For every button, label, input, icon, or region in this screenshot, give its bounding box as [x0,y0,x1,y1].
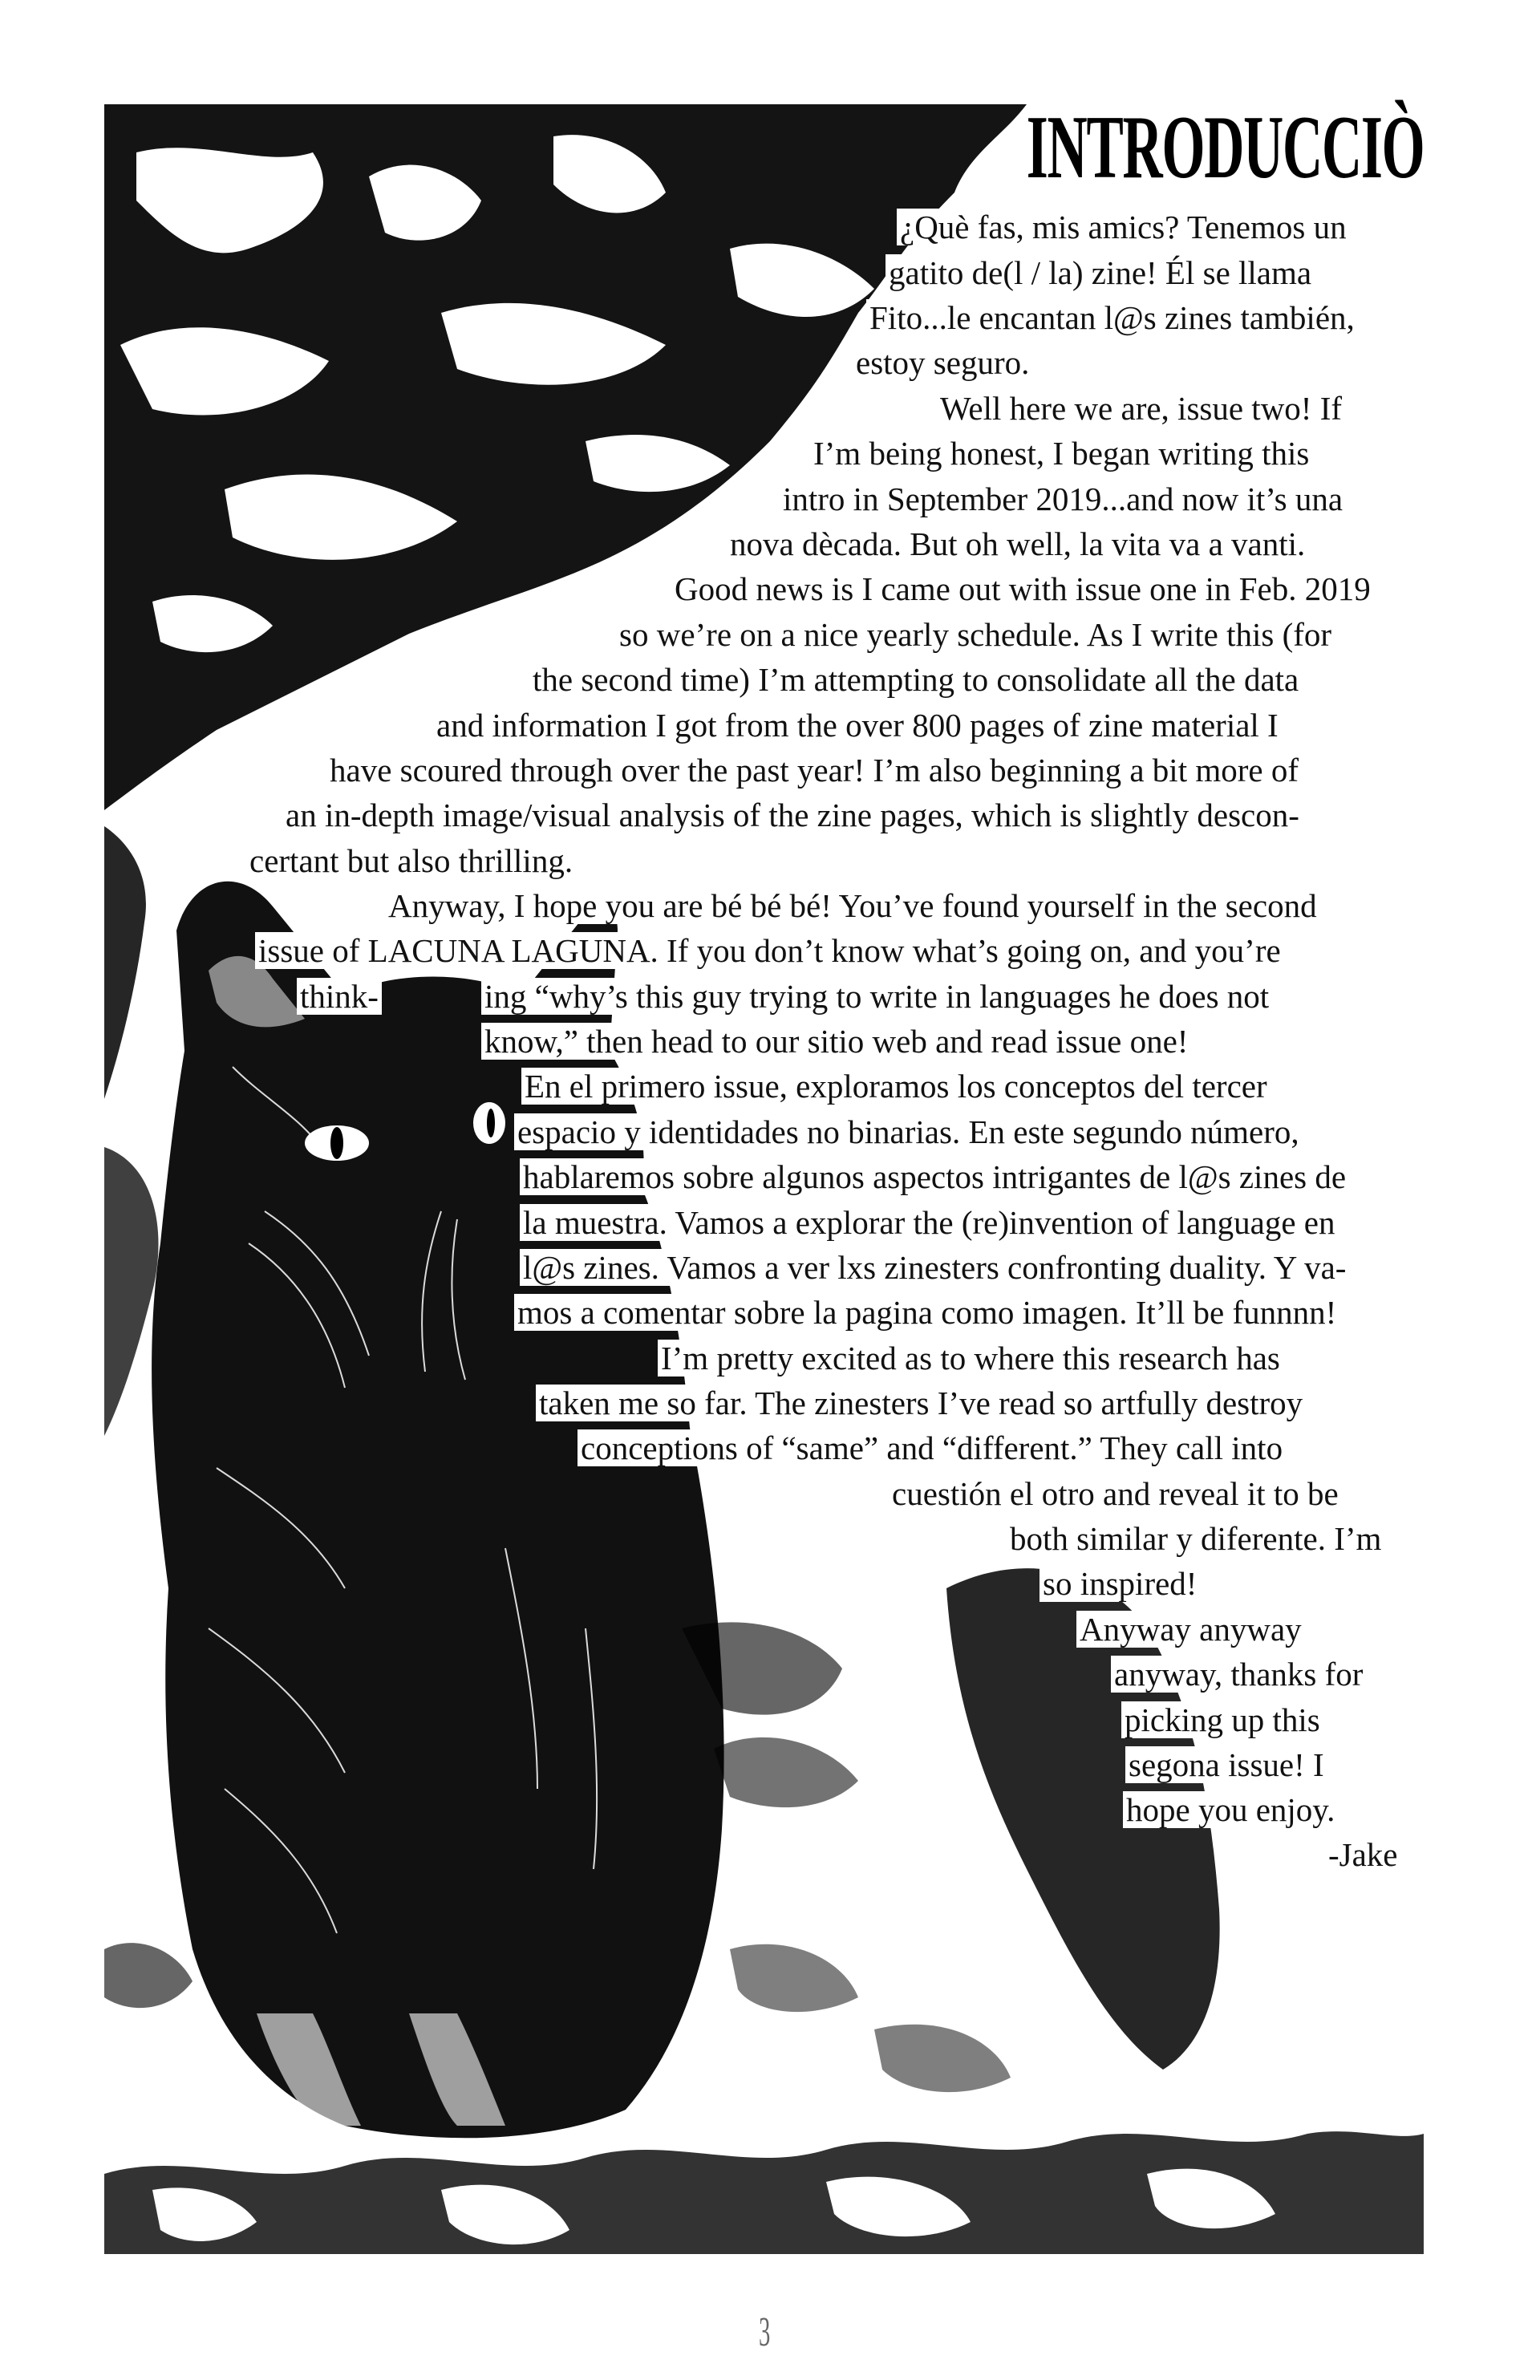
text-line [937,386,1345,431]
text-line [1123,1787,1338,1832]
text-line-content: la muestra. Vamos a explorar the (re)invention of language en [520,1204,1339,1241]
text-line-content: ing “why’s this guy trying to write in languages he does not [481,978,1272,1015]
text-line-content: Fito...le encantan l@s zines también, [866,299,1358,336]
text-line [520,1154,1349,1199]
text-line [282,793,1303,837]
text-line [385,883,1320,928]
text-line [780,476,1346,521]
text-line-content: gatito de(l / la) zine! Él se llama [886,254,1315,291]
text-line-content: nova dècada. But oh well, la vita va a vanti. [727,525,1308,562]
text-line-content: both similar y diferente. I’m [1007,1520,1384,1557]
text-line [578,1425,1286,1470]
signature-text: -Jake [1325,1836,1401,1873]
text-line [529,657,1302,702]
text-line-content: estoy seguro. [853,344,1032,381]
text-line [521,1064,1270,1109]
text-line [1076,1607,1305,1652]
text-line [658,1336,1283,1381]
text-line-content: conceptions of “same” and “different.” They call into [578,1429,1286,1466]
text-line-content: ¿Què fas, mis amics? Tenemos un [897,209,1350,245]
text-line [616,612,1335,657]
text-line-content: hope you enjoy. [1123,1791,1338,1828]
text-line [1040,1561,1200,1606]
text-line [255,928,1284,973]
text-line-content: intro in September 2019...and now it’s una [780,480,1346,517]
text-line [1007,1516,1384,1561]
text-line [481,1019,1191,1064]
text-line [727,521,1308,566]
text-line [866,295,1358,340]
text-line-content: certant but also thrilling. [246,842,576,879]
page-number: 3 [759,2309,771,2355]
text-line [671,566,1374,611]
text-line-content: issue of LACUNA LAGUNA. If you don’t know what’s going on, and you’re [255,932,1284,969]
text-line [326,748,1302,793]
text-line-content: know,” then head to our sitio web and read issue one! [481,1023,1191,1060]
text-line [1111,1652,1366,1697]
text-line [853,340,1032,385]
text-line-content: taken me so far. The zinesters I’ve read so artfully destroy [536,1385,1306,1421]
text-line-content: an in-depth image/visual analysis of the zine pages, which is slightly descon- [282,797,1303,833]
text-line [1125,1742,1327,1787]
text-line [1121,1697,1323,1742]
signature [1325,1832,1401,1877]
text-line-content: Anyway, I hope you are bé bé bé! You’ve found yourself in the second [385,887,1320,924]
text-line [810,431,1312,476]
text-line [520,1245,1349,1290]
text-line [481,974,1272,1019]
text-line-content: hablaremos sobre algunos aspectos intrigantes de l@s zines de [520,1158,1349,1195]
text-line-content: En el primero issue, exploramos los conceptos del tercer [521,1068,1270,1105]
text-line-content: have scoured through over the past year! I’m also beginning a bit more of [326,752,1302,789]
text-line [897,205,1350,249]
text-line-content: cuestión el otro and reveal it to be [889,1475,1342,1512]
text-line [246,838,576,883]
text-line-content: the second time) I’m attempting to consolidate all the data [529,661,1302,698]
text-line-content: and information I got from the over 800 pages of zine material I [433,707,1282,744]
text-line-content: I’m being honest, I began writing this [810,435,1312,472]
text-line-content: Well here we are, issue two! If [937,390,1345,427]
text-line-content: mos a comentar sobre la pagina como imagen. It’ll be funnnn! [514,1294,1339,1331]
text-line-content: anyway, thanks for [1111,1656,1366,1693]
text-line-content: so we’re on a nice yearly schedule. As I write this (for [616,616,1335,653]
text-line [297,974,382,1019]
text-line [433,703,1282,748]
text-line-content: segona issue! I [1125,1746,1327,1783]
text-line [536,1381,1306,1425]
text-line [889,1471,1342,1516]
page-title: INTRODUCCIÒ [1026,98,1424,197]
text-line-content: think- [297,978,382,1015]
text-line [514,1290,1339,1335]
text-line-content: l@s zines. Vamos a ver lxs zinesters confronting duality. Y va- [520,1249,1349,1286]
text-line-content: I’m pretty excited as to where this research has [658,1340,1283,1377]
text-line-content: picking up this [1121,1701,1323,1738]
text-line-content: Good news is I came out with issue one in Feb. 2019 [671,570,1374,607]
text-line [520,1200,1339,1245]
text-line-content: espacio y identidades no binarias. En este segundo número, [514,1113,1303,1150]
text-line-content: so inspired! [1040,1565,1200,1602]
text-line [886,250,1315,295]
text-line [514,1109,1303,1154]
text-line-content: Anyway anyway [1076,1611,1305,1648]
